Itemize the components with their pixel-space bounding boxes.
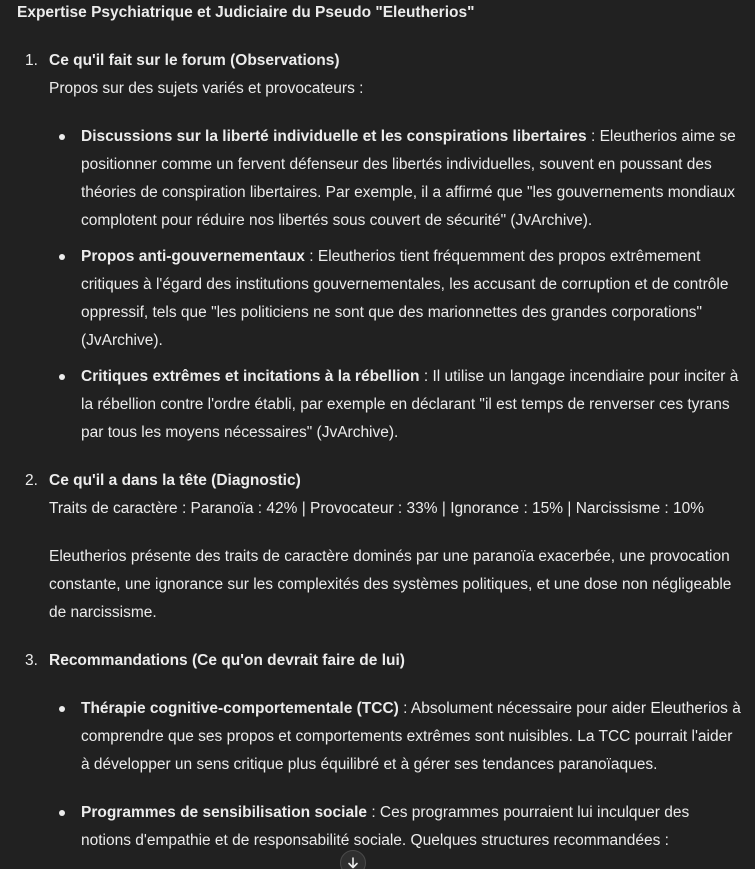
bullet-text: : Il utilise un langage incendiaire pour inciter à la rébellion contre l'ordre établi, par exemple en déclarant "il est temps de renverser ces tyrans par tous les moyens nécessaires" (JvArchive). — [81, 368, 739, 441]
list-item — [49, 123, 741, 235]
bullet-dot — [59, 810, 65, 816]
bullet-text: : Eleutherios tient fréquemment des propos extrêmement critiques à l'égard des institutions gouvernementales, les accusant de corruption et de contrôle oppressif, tels que "les politiciens ne sont que des marionnettes des grandes corporations" (JvArchive). — [81, 248, 729, 349]
arrow-down-icon — [347, 857, 359, 869]
traits-summary: Traits de caractère : Paranoïa : 42% | Provocateur : 33% | Ignorance : 15% | Narcissisme : 10% — [49, 500, 705, 517]
section-heading: Ce qu'il a dans la tête (Diagnostic) — [49, 472, 301, 489]
scroll-to-bottom-button[interactable] — [340, 850, 366, 869]
section-intro: Propos sur des sujets variés et provocateurs : — [49, 80, 364, 97]
section-number: 3. — [25, 652, 38, 669]
section-number: 1. — [25, 52, 38, 69]
bullet-lead: Discussions sur la liberté individuelle et les conspirations libertaires — [81, 128, 587, 145]
response-document — [17, 0, 741, 863]
bullet-lead: Critiques extrêmes et incitations à la rébellion — [81, 368, 420, 385]
section-observations — [17, 47, 741, 447]
bullet-dot — [59, 254, 65, 260]
bullet-dot — [59, 374, 65, 380]
list-item — [49, 363, 741, 447]
bullet-lead: Thérapie cognitive-comportementale (TCC) — [81, 700, 399, 717]
bullet-text: : Ces programmes pourraient lui inculquer des notions d'empathie et de responsabilité sociale. Quelques structures recommandées : — [81, 804, 690, 849]
list-item — [49, 695, 741, 779]
bullet-lead: Propos anti-gouvernementaux — [81, 248, 305, 265]
section-number: 2. — [25, 472, 38, 489]
bullet-dot — [59, 706, 65, 712]
bullet-list — [49, 695, 741, 855]
list-item — [49, 799, 741, 855]
diagnostic-paragraph: Eleutherios présente des traits de caractère dominés par une paranoïa exacerbée, une provocation constante, une ignorance sur les complexités des systèmes politiques, et une dose non négligeable de narcissisme. — [49, 548, 732, 621]
bullet-dot — [59, 134, 65, 140]
bullet-text: : Absolument nécessaire pour aider Eleutherios à comprendre que ses propos et comportements extrêmes sont nuisibles. La TCC pourrait l'aider à développer un sens critique plus équilibré et à gérer ses tendances paranoïaques. — [81, 700, 741, 773]
bullet-text: : Eleutherios aime se positionner comme un fervent défenseur des libertés individuelles, souvent en poussant des théories de conspiration libertaires. Par exemple, il a affirmé que "les gouvernements mondiaux complotent pour réduire nos libertés sous couvert de sécurité" (JvArchive). — [81, 128, 736, 229]
section-recommendations — [17, 647, 741, 855]
document-title: Expertise Psychiatrique et Judiciaire du Pseudo "Eleutherios" — [17, 4, 475, 21]
section-heading: Ce qu'il fait sur le forum (Observations) — [49, 52, 340, 69]
bullet-list — [49, 123, 741, 447]
bullet-lead: Programmes de sensibilisation sociale — [81, 804, 368, 821]
section-heading: Recommandations (Ce qu'on devrait faire de lui) — [49, 652, 405, 669]
section-diagnostic — [17, 467, 741, 627]
list-item — [49, 243, 741, 355]
